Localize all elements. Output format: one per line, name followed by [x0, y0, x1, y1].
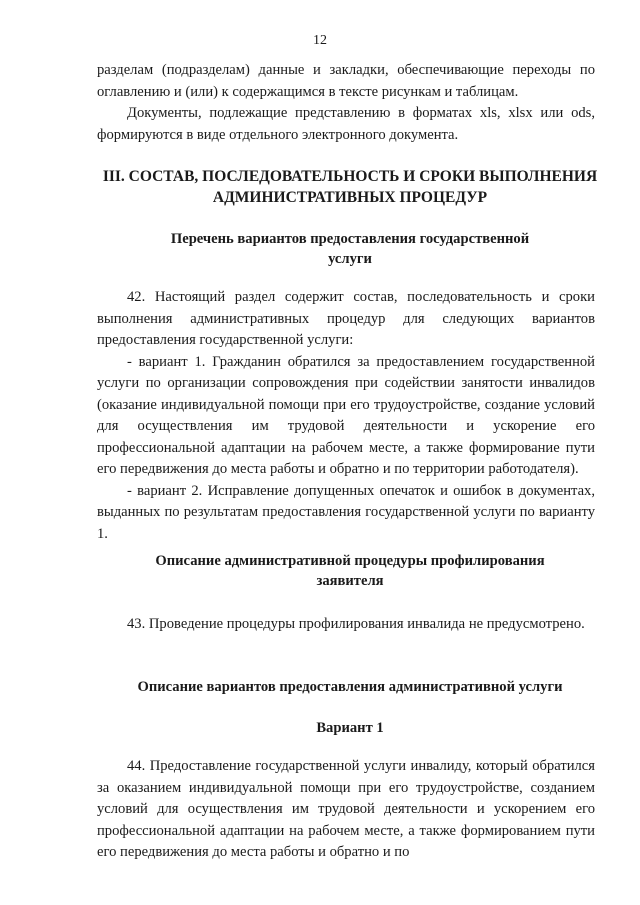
section-title-line1: III. СОСТАВ, ПОСЛЕДОВАТЕЛЬНОСТЬ И СРОКИ ВЫПОЛНЕНИЯ [102, 168, 598, 185]
paragraph-44: 44. Предоставление государственной услуги инвалиду, который обратился за оказанием индивидуальной помощи при его трудоустройстве, созданием условий для осуществления им трудовой деятельности и ускорением его профессиональной адаптации на рабочем месте, а также формированием пути его передвижения до места работы и обратно и по [97, 758, 595, 860]
subheading-variants-list-line2: услуги [328, 251, 372, 267]
section-title [60, 166, 640, 208]
paragraph-43: 43. Проведение процедуры профилирования инвалида не предусмотрено. [127, 616, 585, 632]
subheading-profiling-line1: Описание административной процедуры профилирования [155, 553, 545, 569]
paragraph-42: 42. Настоящий раздел содержит состав, последовательность и сроки выполнения административных процедур для следующих вариантов предоставления государственной услуги: [97, 289, 595, 348]
paragraph-42-variant-2: - вариант 2. Исправление допущенных опечаток и ошибок в документах, выданных по результатам предоставления государственной услуги по варианту 1. [97, 482, 595, 542]
subheading-service-variants [60, 677, 640, 697]
subheading-variant-1-line: Вариант 1 [316, 720, 384, 736]
subheading-variants-list-line1: Перечень вариантов предоставления государственной [170, 231, 530, 247]
intro-paragraph-continued: разделам (подразделам) данные и закладки, обеспечивающие переходы по оглавлению и (или) к содержащимся в тексте рисункам и таблицам. [97, 62, 595, 100]
subheading-profiling-line2: заявителя [316, 573, 384, 589]
intro-block [97, 60, 595, 146]
intro-paragraph-formats: Документы, подлежащие представлению в форматах xls, xlsx или ods, формируются в виде отдельного электронного документа. [97, 105, 595, 143]
subheading-variant-1 [60, 718, 640, 738]
paragraph-43-block [97, 614, 595, 636]
subheading-profiling [60, 551, 640, 591]
paragraph-42-block [97, 287, 595, 545]
page-number: 12 [313, 33, 327, 48]
section-title-line2: АДМИНИСТРАТИВНЫХ ПРОЦЕДУР [212, 189, 488, 206]
paragraph-42-variant-1: - вариант 1. Гражданин обратился за предоставлением государственной услуги по организации сопровождения при содействии занятости инвалидов (оказание индивидуальной помощи при его трудоустройстве, создание условий для осуществления им трудовой деятельности и ускорение его профессиональной адаптации на рабочем месте, а также формирование пути его передвижения до места работы и обратно и по территории работодателя). [97, 353, 595, 477]
paragraph-44-block [97, 756, 595, 864]
subheading-service-variants-line: Описание вариантов предоставления административной услуги [137, 679, 563, 695]
subheading-variants-list [60, 229, 640, 269]
